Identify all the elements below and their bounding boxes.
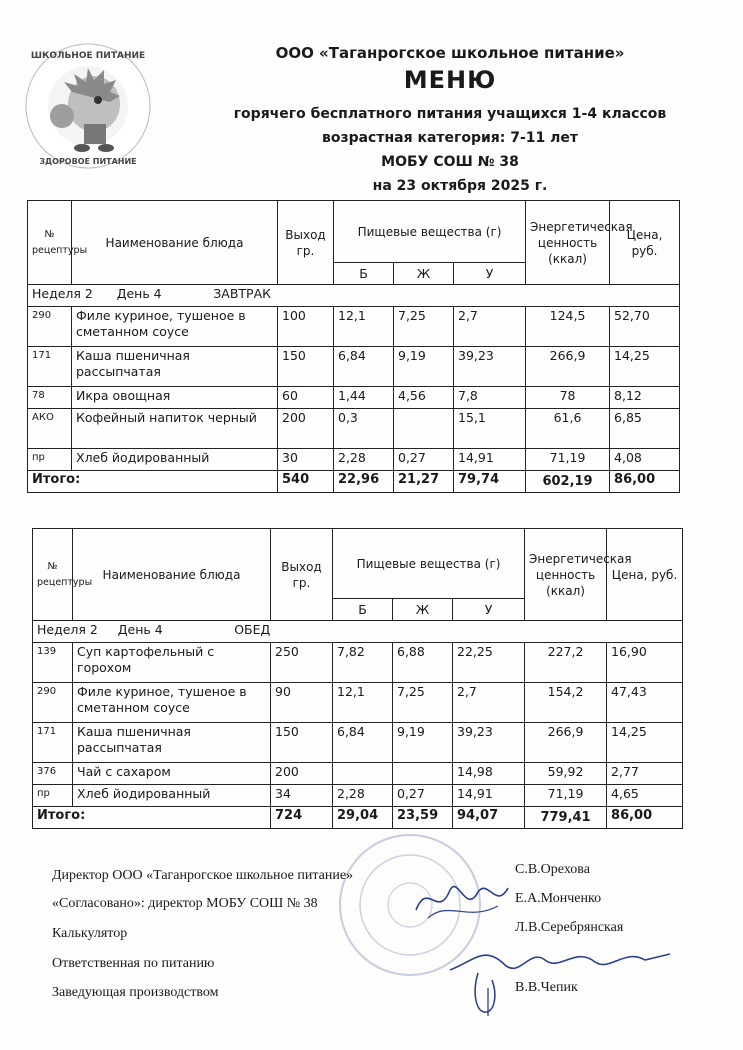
col-price-header: Цена, руб.	[610, 201, 680, 285]
col-name-header: Наименование блюда	[72, 201, 278, 285]
director-title: Директор ООО «Таганрогское школьное питание»	[52, 868, 354, 883]
dish-name: Каша пшеничная рассыпчатая	[73, 723, 271, 763]
total-fat: 21,27	[394, 471, 454, 493]
col-u-header: У	[454, 263, 526, 285]
total-label: Итого:	[28, 471, 278, 493]
protein: 12,1	[334, 307, 394, 347]
total-price: 86,00	[610, 471, 680, 493]
carbs: 14,98	[453, 763, 525, 785]
table-row	[33, 723, 683, 763]
total-fat: 23,59	[393, 807, 453, 829]
price: 47,43	[607, 683, 683, 723]
recipe-no: пр	[28, 449, 72, 471]
kcal: 59,92	[525, 763, 607, 785]
col-energy-header: Энергетическая ценность (ккал)	[525, 529, 607, 621]
kcal: 266,9	[525, 723, 607, 763]
kcal: 71,19	[526, 449, 610, 471]
calculator-name: Л.В.Серебрянская	[515, 920, 624, 935]
table-row	[33, 683, 683, 723]
carbs: 7,8	[454, 387, 526, 409]
carbs: 2,7	[453, 683, 525, 723]
recipe-no: 171	[33, 723, 73, 763]
carbs: 39,23	[453, 723, 525, 763]
yield: 30	[278, 449, 334, 471]
dish-name: Кофейный напиток черный	[72, 409, 278, 449]
fat: 4,56	[394, 387, 454, 409]
week-label: Неделя 2	[37, 622, 98, 637]
col-b-header: Б	[333, 599, 393, 621]
recipe-no: пр	[33, 785, 73, 807]
fat: 0,27	[394, 449, 454, 471]
dish-name: Чай с сахаром	[73, 763, 271, 785]
recipe-no: 78	[28, 387, 72, 409]
col-zh-header: Ж	[393, 599, 453, 621]
day-label: День 4	[117, 622, 163, 637]
protein: 6,84	[333, 723, 393, 763]
week-label: Неделя 2	[32, 286, 93, 301]
table-row	[33, 785, 683, 807]
kcal: 227,2	[525, 643, 607, 683]
price: 4,65	[607, 785, 683, 807]
menu-date: на 23 октября 2025 г.	[372, 178, 548, 194]
recipe-no: 290	[33, 683, 73, 723]
signature-scribble-head	[470, 968, 510, 1018]
carbs: 2,7	[454, 307, 526, 347]
kcal: 78	[526, 387, 610, 409]
total-yield: 724	[271, 807, 333, 829]
col-nutrients-header: Пищевые вещества (г)	[333, 529, 525, 599]
table-row	[33, 643, 683, 683]
dish-name: Икра овощная	[72, 387, 278, 409]
meal-label: ЗАВТРАК	[213, 286, 272, 301]
price: 6,85	[610, 409, 680, 449]
school-name: МОБУ СОШ № 38	[381, 154, 519, 170]
col-u-header: У	[453, 599, 525, 621]
price: 16,90	[607, 643, 683, 683]
fat	[393, 763, 453, 785]
breakfast-table	[27, 200, 680, 493]
fat: 9,19	[394, 347, 454, 387]
dish-name: Филе куриное, тушеное в сметанном соусе	[72, 307, 278, 347]
table-row	[28, 409, 680, 449]
agreed-name: Е.А.Монченко	[515, 891, 602, 906]
protein: 0,3	[334, 409, 394, 449]
dish-name: Хлеб йодированный	[72, 449, 278, 471]
col-yield-header: Выход гр.	[271, 529, 333, 621]
company-name: ООО «Таганрогское школьное питание»	[275, 44, 625, 62]
signature-scribble-director	[408, 870, 518, 930]
total-yield: 540	[278, 471, 334, 493]
price: 52,70	[610, 307, 680, 347]
total-label: Итого:	[33, 807, 271, 829]
subtitle: горячего бесплатного питания учащихся 1-4 классов	[233, 106, 667, 122]
breakfast-section-row	[28, 285, 680, 307]
col-recipe-header: № рецептуры	[33, 529, 73, 621]
recipe-no: 171	[28, 347, 72, 387]
page-title: МЕНЮ	[403, 66, 497, 94]
table-row	[28, 449, 680, 471]
head-name: В.В.Чепик	[515, 980, 578, 995]
protein: 2,28	[333, 785, 393, 807]
price: 4,08	[610, 449, 680, 471]
fat	[394, 409, 454, 449]
price: 14,25	[607, 723, 683, 763]
col-price-header: Цена, руб.	[607, 529, 683, 621]
yield: 90	[271, 683, 333, 723]
total-row	[33, 807, 683, 829]
protein: 12,1	[333, 683, 393, 723]
total-carbs: 79,74	[454, 471, 526, 493]
recipe-no: 376	[33, 763, 73, 785]
price: 2,77	[607, 763, 683, 785]
director-name: С.В.Орехова	[515, 862, 590, 877]
carbs: 14,91	[454, 449, 526, 471]
lunch-section-row	[33, 621, 683, 643]
dish-name: Суп картофельный с горохом	[73, 643, 271, 683]
yield: 150	[278, 347, 334, 387]
price: 8,12	[610, 387, 680, 409]
yield: 200	[278, 409, 334, 449]
table-row	[28, 387, 680, 409]
yield: 200	[271, 763, 333, 785]
total-carbs: 94,07	[453, 807, 525, 829]
protein: 1,44	[334, 387, 394, 409]
col-zh-header: Ж	[394, 263, 454, 285]
col-nutrients-header: Пищевые вещества (г)	[334, 201, 526, 263]
day-label: День 4	[116, 286, 162, 301]
total-protein: 29,04	[333, 807, 393, 829]
total-protein: 22,96	[334, 471, 394, 493]
company-logo	[24, 42, 152, 170]
carbs: 39,23	[454, 347, 526, 387]
total-price: 86,00	[607, 807, 683, 829]
total-kcal: 779,41	[525, 807, 607, 829]
dish-name: Филе куриное, тушеное в сметанном соусе	[73, 683, 271, 723]
kcal: 266,9	[526, 347, 610, 387]
carbs: 22,25	[453, 643, 525, 683]
protein: 6,84	[334, 347, 394, 387]
kcal: 61,6	[526, 409, 610, 449]
recipe-no: 290	[28, 307, 72, 347]
yield: 150	[271, 723, 333, 763]
fat: 7,25	[394, 307, 454, 347]
carbs: 14,91	[453, 785, 525, 807]
yield: 250	[271, 643, 333, 683]
fat: 6,88	[393, 643, 453, 683]
agreed-title: «Согласовано»: директор МОБУ СОШ № 38	[52, 896, 318, 911]
fat: 7,25	[393, 683, 453, 723]
dish-name: Хлеб йодированный	[73, 785, 271, 807]
col-b-header: Б	[334, 263, 394, 285]
col-name-header: Наименование блюда	[73, 529, 271, 621]
total-kcal: 602,19	[526, 471, 610, 493]
calculator-title: Калькулятор	[52, 926, 128, 941]
protein: 7,82	[333, 643, 393, 683]
total-row	[28, 471, 680, 493]
carbs: 15,1	[454, 409, 526, 449]
protein	[333, 763, 393, 785]
table-row	[33, 763, 683, 785]
kcal: 71,19	[525, 785, 607, 807]
table-row	[28, 347, 680, 387]
logo-top-text: ШКОЛЬНОЕ ПИТАНИЕ	[30, 51, 146, 61]
table-row	[28, 307, 680, 347]
age-category: возрастная категория: 7-11 лет	[321, 130, 579, 146]
fat: 9,19	[393, 723, 453, 763]
lunch-table	[32, 528, 683, 829]
dish-name: Каша пшеничная рассыпчатая	[72, 347, 278, 387]
yield: 100	[278, 307, 334, 347]
col-recipe-header: № рецептуры	[28, 201, 72, 285]
kcal: 154,2	[525, 683, 607, 723]
meal-label: ОБЕД	[234, 622, 271, 637]
yield: 34	[271, 785, 333, 807]
kcal: 124,5	[526, 307, 610, 347]
col-energy-header: Энергетическая ценность (ккал)	[526, 201, 610, 285]
fat: 0,27	[393, 785, 453, 807]
responsible-title: Ответственная по питанию	[52, 956, 215, 971]
yield: 60	[278, 387, 334, 409]
col-yield-header: Выход гр.	[278, 201, 334, 285]
recipe-no: АКО	[28, 409, 72, 449]
price: 14,25	[610, 347, 680, 387]
protein: 2,28	[334, 449, 394, 471]
recipe-no: 139	[33, 643, 73, 683]
logo-bottom-text: ЗДОРОВОЕ ПИТАНИЕ	[39, 157, 137, 166]
head-title: Заведующая производством	[52, 985, 219, 1000]
